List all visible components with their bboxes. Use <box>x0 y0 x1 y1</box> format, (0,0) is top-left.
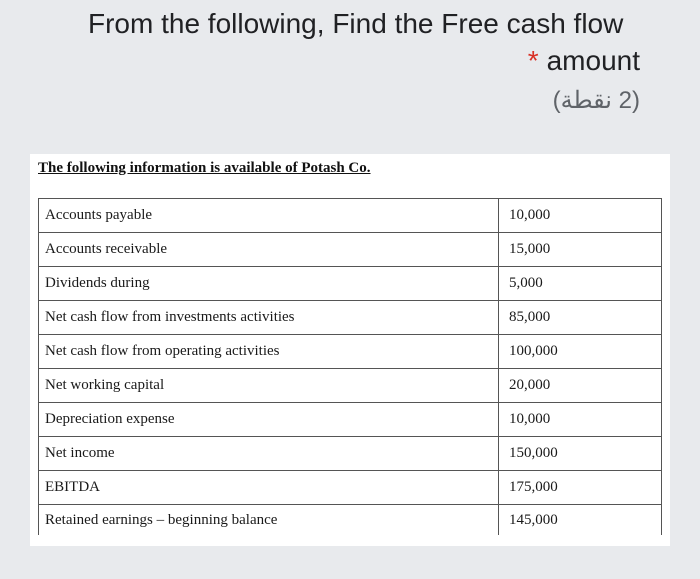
question-title-continued <box>528 45 640 77</box>
row-value: 5,000 <box>499 267 662 301</box>
row-value: 10,000 <box>499 199 662 233</box>
question-header <box>0 0 700 150</box>
row-label: Retained earnings – beginning balance <box>39 505 499 536</box>
row-label: Net income <box>39 437 499 471</box>
row-value: 150,000 <box>499 437 662 471</box>
question-image <box>30 154 670 546</box>
row-label: Net cash flow from operating activities <box>39 335 499 369</box>
table-row <box>39 199 662 233</box>
table-row <box>39 437 662 471</box>
row-value: 10,000 <box>499 403 662 437</box>
row-label: Accounts receivable <box>39 233 499 267</box>
row-value: 175,000 <box>499 471 662 505</box>
row-value: 20,000 <box>499 369 662 403</box>
row-label: Net working capital <box>39 369 499 403</box>
row-value: 100,000 <box>499 335 662 369</box>
table-row <box>39 335 662 369</box>
table-row <box>39 403 662 437</box>
table-row <box>39 505 662 536</box>
table-row <box>39 369 662 403</box>
row-value: 145,000 <box>499 505 662 536</box>
info-table <box>38 198 662 535</box>
table-row <box>39 301 662 335</box>
row-label: Dividends during <box>39 267 499 301</box>
row-label: Net cash flow from investments activities <box>39 301 499 335</box>
table-row <box>39 471 662 505</box>
row-value: 15,000 <box>499 233 662 267</box>
table-row <box>39 267 662 301</box>
question-title: From the following, Find the Free cash flow <box>88 8 624 39</box>
table-title: The following information is available of Potash Co. <box>38 160 371 176</box>
question-points: (2 نقطة) <box>552 87 640 114</box>
row-value: 85,000 <box>499 301 662 335</box>
row-label: Accounts payable <box>39 199 499 233</box>
row-label: EBITDA <box>39 471 499 505</box>
table-row <box>39 233 662 267</box>
question-title-line2: amount <box>546 45 640 76</box>
row-label: Depreciation expense <box>39 403 499 437</box>
required-asterisk: * <box>527 45 539 76</box>
